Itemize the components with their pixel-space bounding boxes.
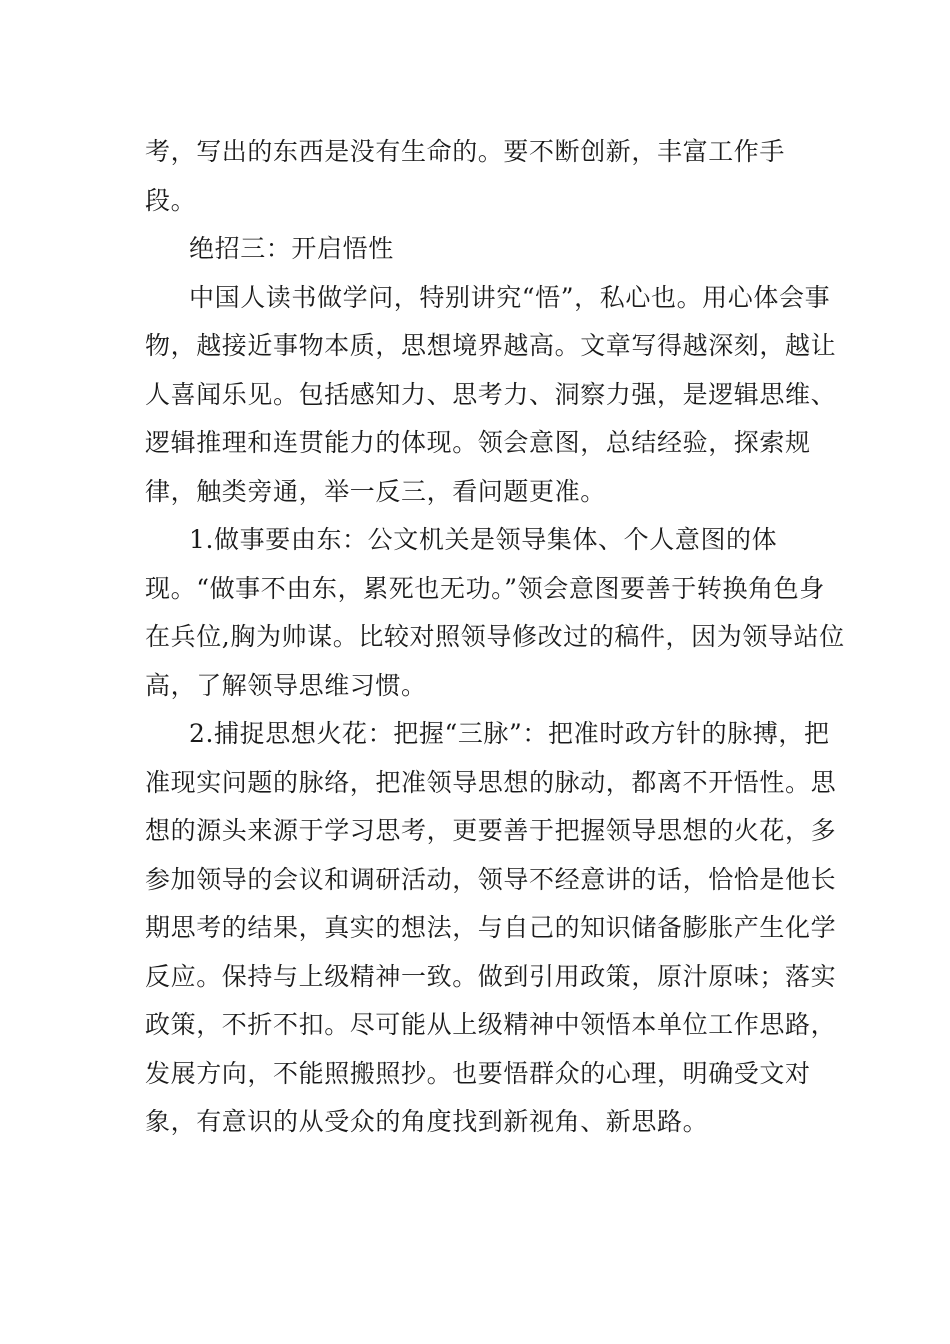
paragraph-intro: 中国人读书做学问，特别讲究“悟”，私心也。用心体会事物，越接近事物本质，思想境界越高。文章写得越深刻，越让人喜闻乐见。包括感知力、思考力、洞察力强，是逻辑思维、逻辑推理和连贯能力的体现。领会意图，总结经验，探索规律，触类旁通，举一反三，看问题更准。 bbox=[145, 282, 837, 506]
paragraph-point-1: 1.做事要由东：公文机关是领导集体、个人意图的体现。“做事不由东，累死也无功。”领会意图要善于转换角色身在兵位,胸为帅谋。比较对照领导修改过的稿件，因为领导站位高，了解领导思维习惯。 bbox=[145, 525, 845, 700]
continuation-line-2: 段。 bbox=[145, 185, 197, 215]
paragraph-continuation bbox=[145, 128, 845, 225]
document-body bbox=[145, 128, 845, 1147]
section-heading: 绝招三：开启悟性 bbox=[189, 234, 394, 263]
continuation-line-1: 考，写出的东西是没有生命的。要不断创新，丰富工作手 bbox=[145, 137, 786, 166]
paragraph-point-2: 2.捕捉思想火花：把握“三脉”：把准时政方针的脉搏，把准现实问题的脉络，把准领导思想的脉动，都离不开悟性。思想的源头来源于学习思考，更要善于把握领导思想的火花，多参加领导的会议和调研活动，领导不经意讲的话，恰恰是他长期思考的结果，真实的想法，与自己的知识储备膨胀产生化学反应。保持与上级精神一致。做到引用政策，原汁原味；落实政策，不折不扣。尽可能从上级精神中领悟本单位工作思路，发展方向，不能照搬照抄。也要悟群众的心理，明确受文对象，有意识的从受众的角度找到新视角、新思路。 bbox=[145, 719, 837, 1136]
